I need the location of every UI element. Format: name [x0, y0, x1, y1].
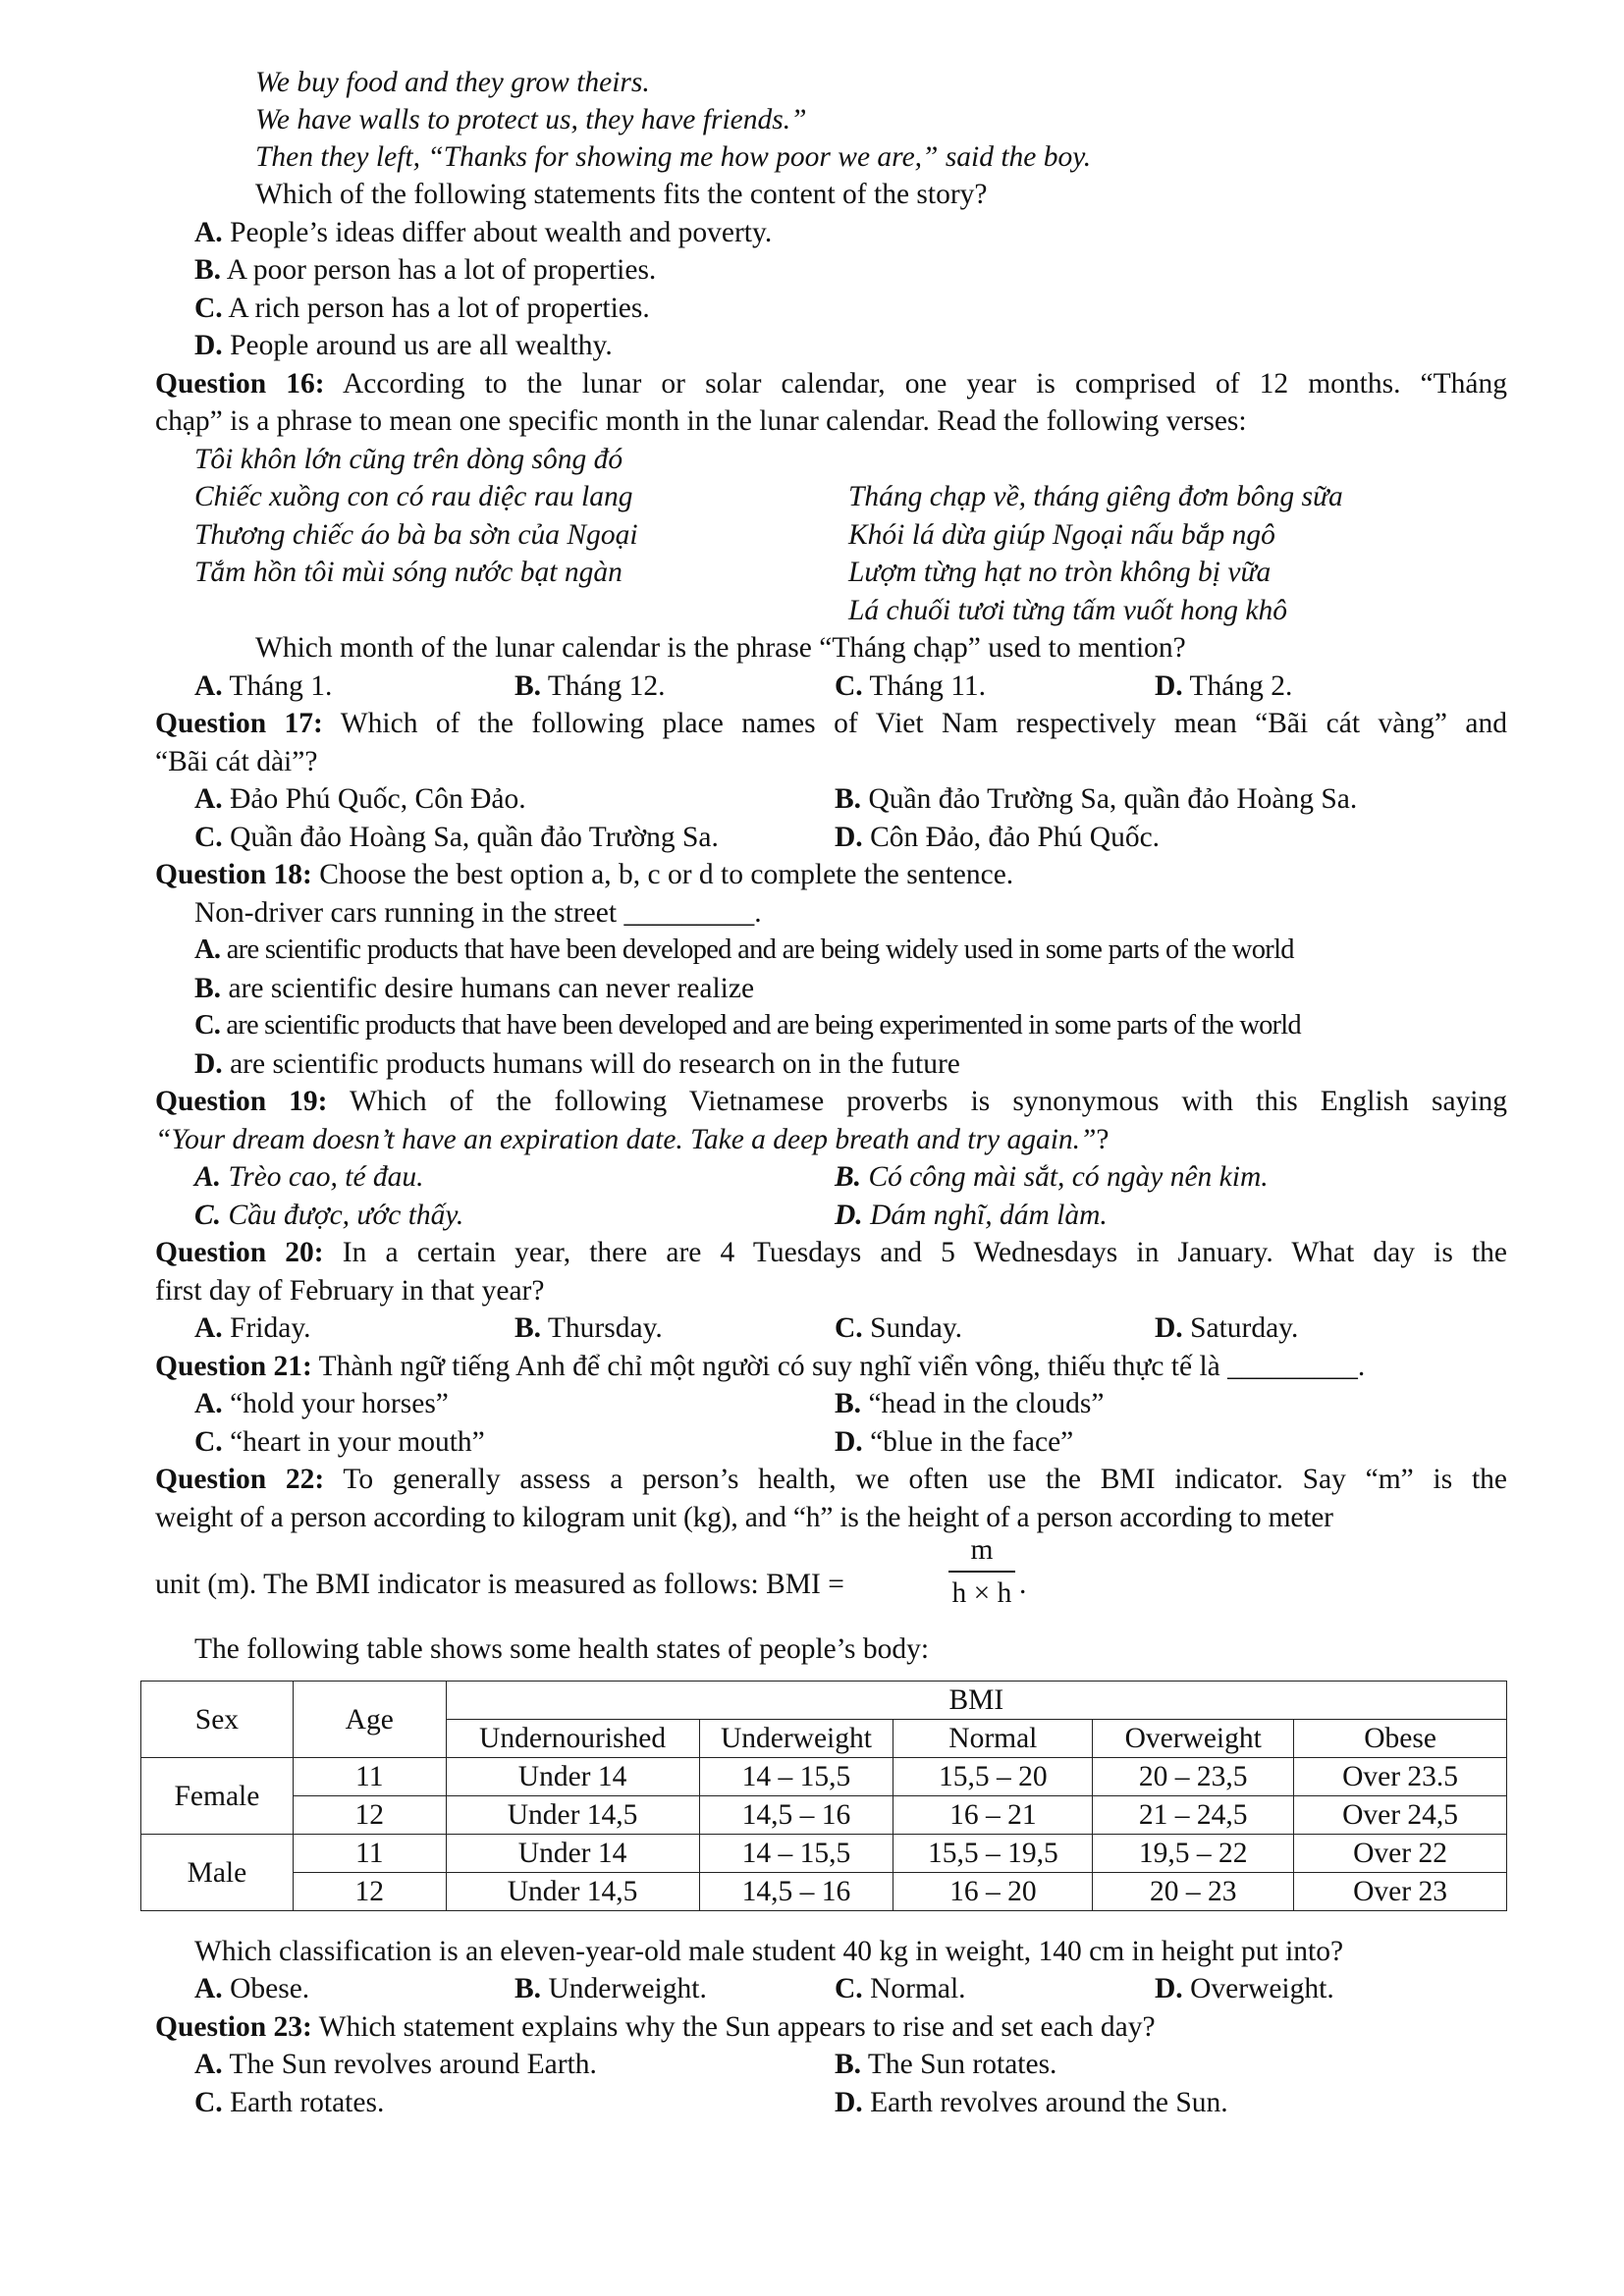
verse-line: Khói lá dừa giúp Ngoại nấu bắp ngô — [848, 519, 1275, 551]
question-23: Question 23: Which statement explains why the Sun appears to rise and set each day? — [155, 2011, 1156, 2043]
table-cell: Over 23.5 — [1294, 1758, 1507, 1796]
table-cell: 16 – 20 — [893, 1873, 1093, 1911]
header-col: Overweight — [1093, 1720, 1294, 1758]
header-sex: Sex — [141, 1682, 294, 1758]
answer-option[interactable]: D. Earth revolves around the Sun. — [835, 2087, 1228, 2118]
table-cell: 14,5 – 16 — [699, 1796, 893, 1835]
age-cell: 11 — [293, 1758, 446, 1796]
poem-line: We buy food and they grow theirs. — [255, 67, 650, 98]
english-saying: “Your dream doesn’t have an expiration date. Take a deep breath and try again.”? — [155, 1124, 1110, 1155]
bmi-formula-text: unit (m). The BMI indicator is measured as follows: BMI = — [155, 1569, 844, 1600]
table-cell: 14,5 – 16 — [699, 1873, 893, 1911]
question-20: Question 20: In a certain year, there are 4 Tuesdays and 5 Wednesdays in January. What day is the — [155, 1237, 1507, 1268]
question-16: Question 16: According to the lunar or solar calendar, one year is comprised of 12 months. “Tháng — [155, 368, 1507, 400]
sex-cell: Male — [141, 1835, 294, 1911]
table-cell: Under 14 — [446, 1835, 699, 1873]
answer-option[interactable]: C. Sunday. — [835, 1312, 963, 1344]
answer-option[interactable]: A. Trèo cao, té đau. — [194, 1161, 424, 1193]
table-header-row — [141, 1682, 1507, 1720]
question-prompt: Which of the following statements fits the content of the story? — [255, 179, 988, 210]
answer-option[interactable]: D. Tháng 2. — [1155, 670, 1293, 702]
question-19: Question 19: Which of the following Vietnamese proverbs is synonymous with this English saying — [155, 1086, 1507, 1117]
fraction-numerator: m — [970, 1534, 994, 1566]
verse-line: Tắm hồn tôi mùi sóng nước bạt ngàn — [194, 557, 623, 588]
table-cell: 20 – 23 — [1093, 1873, 1294, 1911]
answer-option[interactable]: C. Cầu được, ước thấy. — [194, 1200, 464, 1231]
answer-option[interactable]: B. Thursday. — [514, 1312, 663, 1344]
fraction-bar — [948, 1571, 1015, 1573]
age-cell: 12 — [293, 1796, 446, 1835]
header-col: Normal — [893, 1720, 1093, 1758]
verse-line: Tháng chạp về, tháng giêng đơm bông sữa — [848, 481, 1343, 512]
question-prompt: Which classification is an eleven-year-old male student 40 kg in weight, 140 cm in height put into? — [194, 1936, 1344, 1967]
question-text: weight of a person according to kilogram unit (kg), and “h” is the height of a person according to meter — [155, 1502, 1333, 1533]
answer-option[interactable]: C. Quần đảo Hoàng Sa, quần đảo Trường Sa. — [194, 822, 719, 853]
answer-option[interactable]: D. Dám nghĩ, dám làm. — [835, 1200, 1108, 1231]
answer-option[interactable]: B. Có công mài sắt, có ngày nên kim. — [835, 1161, 1269, 1193]
table-row — [141, 1835, 1507, 1873]
answer-option[interactable]: A. Đảo Phú Quốc, Côn Đảo. — [194, 783, 526, 815]
header-col: Underweight — [699, 1720, 893, 1758]
table-cell: 16 – 21 — [893, 1796, 1093, 1835]
answer-option[interactable]: A. Obese. — [194, 1973, 310, 2004]
answer-option[interactable]: C. Tháng 11. — [835, 670, 987, 702]
answer-option[interactable]: B. Quần đảo Trường Sa, quần đảo Hoàng Sa. — [835, 783, 1358, 815]
answer-option[interactable]: A. “hold your horses” — [194, 1388, 449, 1419]
verse-line: Thương chiếc áo bà ba sờn của Ngoại — [194, 519, 638, 551]
formula-period: . — [1019, 1569, 1027, 1600]
table-cell: 14 – 15,5 — [699, 1835, 893, 1873]
poem-line: Then they left, “Thanks for showing me how poor we are,” said the boy. — [255, 141, 1092, 173]
answer-option[interactable]: B. “head in the clouds” — [835, 1388, 1105, 1419]
question-text: “Bãi cát dài”? — [155, 746, 318, 777]
answer-option[interactable]: A. The Sun revolves around Earth. — [194, 2049, 597, 2080]
answer-option[interactable]: A. Friday. — [194, 1312, 311, 1344]
answer-option[interactable]: B. A poor person has a lot of properties. — [194, 254, 657, 286]
table-row — [141, 1796, 1507, 1835]
table-row — [141, 1873, 1507, 1911]
question-17: Question 17: Which of the following place names of Viet Nam respectively mean “Bãi cát vàng” and — [155, 708, 1507, 739]
answer-option[interactable]: D. Côn Đảo, đảo Phú Quốc. — [835, 822, 1161, 853]
answer-option[interactable]: A. are scientific products that have been developed and are being widely used in some parts of the world — [194, 934, 1294, 965]
question-text: first day of February in that year? — [155, 1275, 545, 1307]
answer-option[interactable]: C. “heart in your mouth” — [194, 1426, 485, 1458]
verse-line: Lượm từng hạt no tròn không bị vữa — [848, 557, 1272, 588]
header-bmi: BMI — [446, 1682, 1506, 1720]
table-cell: 15,5 – 19,5 — [893, 1835, 1093, 1873]
header-col: Obese — [1294, 1720, 1507, 1758]
bmi-table — [140, 1681, 1507, 1911]
table-cell: 21 – 24,5 — [1093, 1796, 1294, 1835]
question-text: chạp” is a phrase to mean one specific month in the lunar calendar. Read the following verses: — [155, 405, 1247, 437]
answer-option[interactable]: C. Normal. — [835, 1973, 966, 2004]
table-row — [141, 1758, 1507, 1796]
table-cell: 15,5 – 20 — [893, 1758, 1093, 1796]
table-intro: The following table shows some health states of people’s body: — [194, 1633, 930, 1665]
sex-cell: Female — [141, 1758, 294, 1835]
question-21: Question 21: Thành ngữ tiếng Anh để chỉ một người có suy nghĩ viển vông, thiếu thực tế là _________. — [155, 1351, 1366, 1382]
header-age: Age — [293, 1682, 446, 1758]
verse-line: Tôi khôn lớn cũng trên dòng sông đó — [194, 444, 623, 475]
question-18: Question 18: Choose the best option a, b, c or d to complete the sentence. — [155, 859, 1014, 890]
answer-option[interactable]: C. are scientific products that have been developed and are being experimented in some parts of the world — [194, 1010, 1301, 1041]
table-cell: 19,5 – 22 — [1093, 1835, 1294, 1873]
answer-option[interactable]: C. Earth rotates. — [194, 2087, 385, 2118]
answer-option[interactable]: D. are scientific products humans will do research on in the future — [194, 1048, 960, 1080]
answer-option[interactable]: B. Tháng 12. — [514, 670, 666, 702]
age-cell: 12 — [293, 1873, 446, 1911]
header-col: Undernourished — [446, 1720, 699, 1758]
answer-option[interactable]: A. People’s ideas differ about wealth and poverty. — [194, 217, 773, 248]
answer-option[interactable]: B. are scientific desire humans can never realize — [194, 973, 755, 1004]
answer-option[interactable]: A. Tháng 1. — [194, 670, 333, 702]
answer-option[interactable]: B. The Sun rotates. — [835, 2049, 1057, 2080]
table-cell: Under 14,5 — [446, 1873, 699, 1911]
table-cell: Over 23 — [1294, 1873, 1507, 1911]
answer-option[interactable]: D. Overweight. — [1155, 1973, 1334, 2004]
age-cell: 11 — [293, 1835, 446, 1873]
fraction-denominator: h × h — [951, 1577, 1012, 1609]
table-cell: Under 14 — [446, 1758, 699, 1796]
poem-line: We have walls to protect us, they have friends.” — [255, 104, 807, 135]
table-cell: Over 22 — [1294, 1835, 1507, 1873]
verse-line: Lá chuối tươi từng tấm vuốt hong khô — [848, 595, 1287, 626]
question-prompt: Which month of the lunar calendar is the phrase “Tháng chạp” used to mention? — [255, 632, 1186, 664]
answer-option[interactable]: C. A rich person has a lot of properties. — [194, 293, 650, 324]
table-cell: Under 14,5 — [446, 1796, 699, 1835]
answer-option[interactable]: D. “blue in the face” — [835, 1426, 1074, 1458]
bmi-fraction — [948, 1532, 1015, 1613]
table-cell: Over 24,5 — [1294, 1796, 1507, 1835]
answer-option[interactable]: D. People around us are all wealthy. — [194, 330, 613, 361]
question-stem: Non-driver cars running in the street _________. — [194, 897, 762, 929]
table-cell: 20 – 23,5 — [1093, 1758, 1294, 1796]
question-22: Question 22: To generally assess a person’s health, we often use the BMI indicator. Say “m” is the — [155, 1464, 1507, 1495]
answer-option[interactable]: D. Saturday. — [1155, 1312, 1299, 1344]
answer-option[interactable]: B. Underweight. — [514, 1973, 707, 2004]
table-cell: 14 – 15,5 — [699, 1758, 893, 1796]
verse-line: Chiếc xuồng con có rau diệc rau lang — [194, 481, 633, 512]
